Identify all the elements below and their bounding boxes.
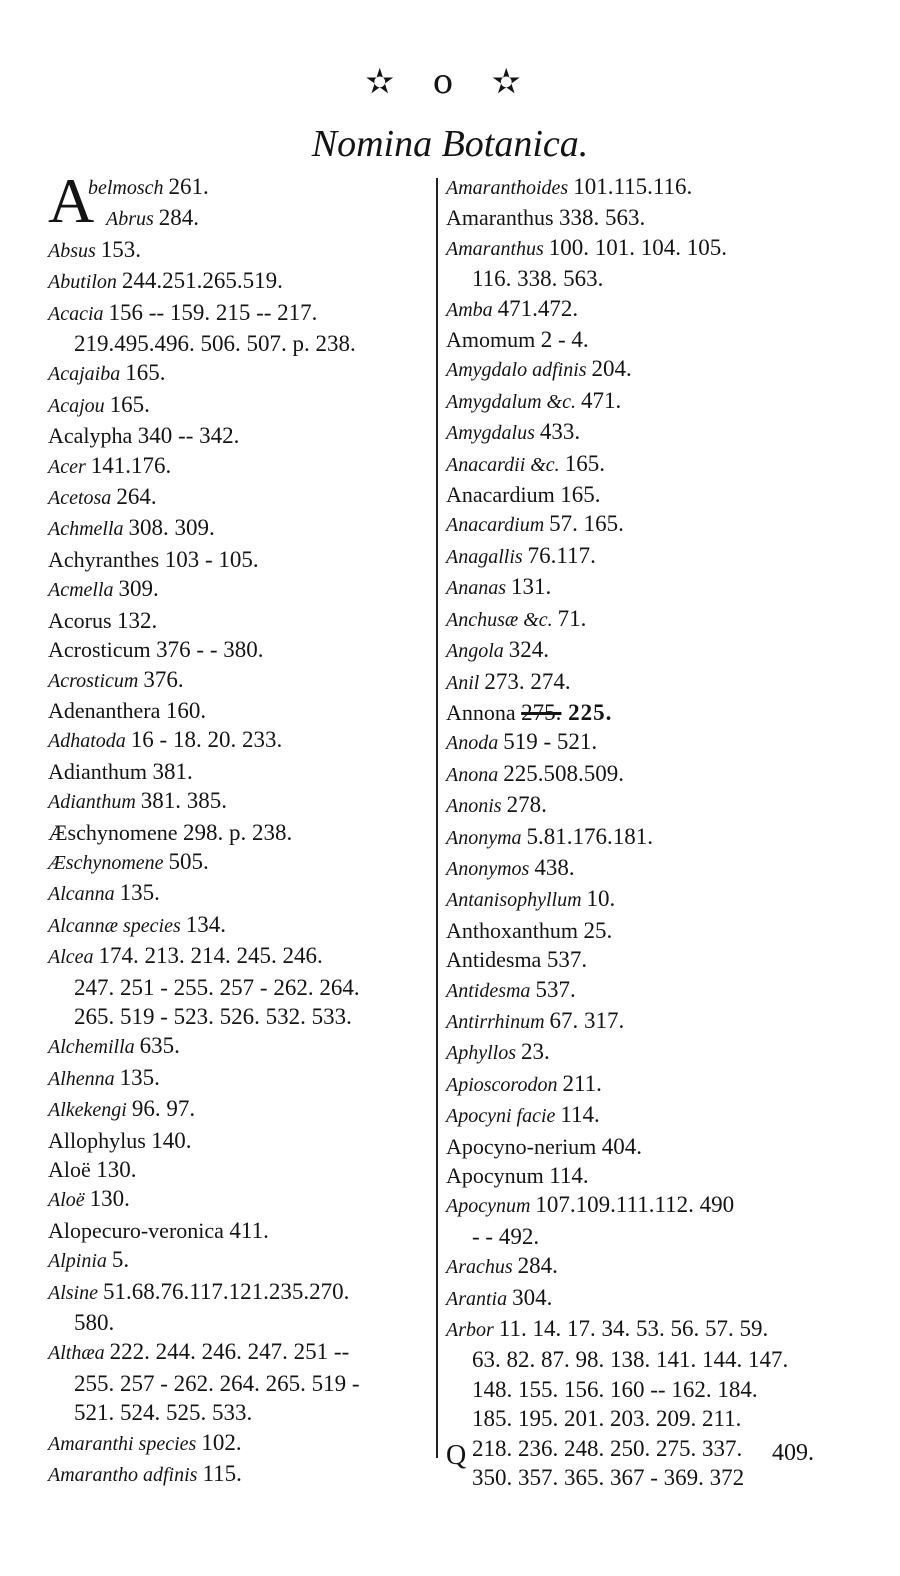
index-entry — [446, 172, 846, 203]
entry-pages: 102. — [201, 1429, 242, 1455]
entry-pages: 165. — [564, 450, 605, 476]
entry-pages: 381. 385. — [140, 788, 228, 814]
index-entry — [446, 945, 846, 974]
entry-name: Aloë — [48, 1189, 90, 1212]
entry-pages: 5. — [111, 1247, 130, 1273]
entry-continuation: 350. 357. 365. 367 - 369. 372 — [472, 1465, 745, 1491]
entry-pages: 141.176. — [90, 452, 172, 478]
entry-name: Anacardium — [446, 514, 550, 537]
entry-name: Adianthum — [48, 758, 153, 784]
entry-pages: 433. — [539, 419, 581, 445]
index-entry — [48, 203, 428, 234]
entry-name: Absus — [48, 239, 101, 262]
index-entry — [48, 910, 428, 941]
index-entry — [48, 847, 428, 878]
index-entry — [446, 1069, 846, 1100]
index-entry — [446, 790, 846, 821]
index-entry — [48, 513, 428, 544]
entry-pages: 165. — [109, 391, 150, 417]
index-entry — [48, 1216, 428, 1245]
entry-pages: 244.251.265.519. — [121, 268, 283, 294]
entry-name: Alcea — [48, 946, 99, 969]
entry-pages: 438. — [534, 854, 575, 880]
index-entry — [48, 421, 428, 450]
entry-pages: 211. — [562, 1070, 602, 1096]
entry-name: Althæa — [48, 1342, 110, 1365]
index-entry — [48, 941, 428, 972]
entry-pages: 100. 101. 104. 105. — [548, 234, 728, 260]
entry-name: Abutilon — [48, 271, 122, 294]
entry-name: Anagallis — [446, 545, 528, 568]
entry-pages: 2 - 4. — [540, 327, 589, 353]
entry-name: Antirrhinum — [446, 1010, 550, 1033]
entry-name: belmosch — [88, 177, 169, 199]
entry-pages: 275. — [521, 699, 562, 725]
entry-pages: 96. 97. — [131, 1096, 196, 1122]
index-entry — [446, 635, 846, 666]
entry-name: Anacardii &c. — [446, 453, 565, 476]
index-entry — [446, 1037, 846, 1068]
entry-name: Alsine — [48, 1281, 103, 1304]
index-entry — [48, 1184, 428, 1215]
entry-pages: 471.472. — [497, 295, 579, 321]
index-entry — [446, 1132, 846, 1161]
entry-pages: 278. — [506, 792, 547, 818]
entry-name: Anonymos — [446, 857, 535, 880]
entry-name: Anacardium — [446, 482, 561, 508]
entry-name: Acajou — [48, 394, 110, 417]
entry-name: Æschynomene — [48, 851, 169, 874]
index-entry — [446, 1006, 846, 1037]
entry-continuation: - - 492. — [472, 1223, 540, 1249]
entry-name: Alchemilla — [48, 1036, 140, 1059]
index-entry — [446, 884, 846, 915]
entry-name: Amygdalus — [446, 422, 540, 445]
entry-pages: 174. 213. 214. 245. 246. — [98, 943, 323, 969]
entry-pages: 376. — [143, 666, 184, 692]
index-entry — [446, 233, 846, 264]
index-entry — [446, 727, 846, 758]
entry-name: Alopecuro-veronica — [48, 1217, 230, 1243]
index-entry — [446, 480, 846, 509]
entry-name: Alhenna — [48, 1067, 120, 1090]
index-entry — [48, 1155, 428, 1184]
entry-pages: 5.81.176.181. — [526, 823, 654, 849]
index-entry — [446, 1190, 846, 1221]
entry-pages: 132. — [117, 607, 158, 633]
index-entry — [446, 667, 846, 698]
entry-name: Amba — [446, 298, 498, 321]
entry-name: Achyranthes — [48, 546, 165, 572]
entry-name: Adianthum — [48, 791, 141, 814]
entry-name: Alpinia — [48, 1250, 112, 1273]
entry-name: Allophylus — [48, 1127, 152, 1153]
entry-continuation: 265. 519 - 523. 526. 532. 533. — [74, 1003, 352, 1029]
entry-name: Annona — [446, 699, 522, 725]
entry-name: Æschynomene — [48, 819, 184, 845]
entry-pages: 130. — [96, 1157, 137, 1182]
entry-pages: 134. — [185, 911, 226, 937]
entry-name: Anoda — [446, 732, 504, 755]
entry-name: Anonis — [446, 795, 507, 818]
index-entry — [446, 1283, 846, 1314]
index-entry — [446, 509, 846, 540]
index-entry — [446, 1251, 846, 1282]
entry-name: Amaranthoides — [446, 177, 574, 199]
index-entry — [446, 294, 846, 325]
index-entry — [48, 1337, 428, 1368]
index-entry — [48, 390, 428, 421]
entry-name: Alkekengi — [48, 1099, 132, 1122]
entry-pages: 505. — [168, 848, 209, 874]
entry-name: Amomum — [446, 327, 541, 353]
entry-continuation: 219.495.496. 506. 507. p. 238. — [74, 331, 356, 357]
index-entry — [446, 822, 846, 853]
entry-pages: 107.109.111.112. 490 — [535, 1192, 735, 1218]
entry-pages: 115. — [202, 1461, 242, 1487]
index-entry — [48, 1063, 428, 1094]
entry-name: Apocyni facie — [446, 1105, 561, 1128]
entry-pages: 264. — [116, 484, 157, 510]
entry-pages: 298. p. 238. — [183, 819, 293, 845]
entry-name: Amarantho adfinis — [48, 1464, 203, 1487]
entry-name: Acrosticum — [48, 669, 144, 692]
entry-pages: 57. 165. — [549, 511, 624, 537]
entry-name: Acacia — [48, 302, 109, 325]
entry-name: Anthoxanthum — [446, 917, 584, 943]
index-entry — [48, 451, 428, 482]
entry-pages: 103 - 105. — [164, 546, 259, 572]
entry-name: Aphyllos — [446, 1042, 521, 1065]
entry-pages: 471. — [580, 387, 622, 413]
entry-pages: 204. — [591, 356, 632, 382]
entry-pages: 11. 14. 17. 34. 53. 56. 57. 59. — [498, 1316, 769, 1342]
entry-name: Apocynum — [446, 1195, 536, 1218]
entry-pages: 114. — [560, 1102, 600, 1128]
entry-pages: 10. — [586, 886, 616, 912]
index-entry — [48, 818, 428, 847]
index-entry — [446, 354, 846, 385]
entry-pages: 153. — [100, 236, 142, 262]
entry-name: Antanisophyllum — [446, 889, 587, 912]
drop-capital: A — [48, 165, 95, 236]
entry-pages: 309. — [118, 576, 159, 602]
entry-pages: 67. 317. — [549, 1007, 625, 1033]
index-entry — [48, 298, 428, 329]
entry-name: Arantia — [446, 1287, 513, 1310]
entry-continuation: 255. 257 - 262. 264. 265. 519 - — [74, 1370, 360, 1396]
entry-name: Acalypha — [48, 423, 138, 449]
index-entry — [446, 417, 846, 448]
entry-name: Anchusæ &c. — [446, 608, 558, 631]
index-entry — [446, 386, 846, 417]
entry-pages: 635. — [139, 1033, 180, 1059]
entry-pages: 165. — [560, 482, 601, 508]
index-entry — [48, 878, 428, 909]
index-entry — [48, 725, 428, 756]
index-entry — [48, 1277, 428, 1308]
entry-name: Anona — [446, 763, 504, 786]
index-entry — [48, 1031, 428, 1062]
entry-pages: 308. 309. — [128, 515, 215, 541]
index-entry — [446, 698, 846, 727]
index-entry — [446, 1314, 846, 1345]
entry-pages: 381. — [152, 758, 193, 784]
entry-pages: 135. — [119, 1064, 160, 1090]
entry-name: Amaranthus — [446, 237, 549, 260]
entry-pages: 537. — [535, 976, 576, 1002]
entry-pages: 114. — [549, 1163, 589, 1188]
entry-pages: 284. — [517, 1253, 558, 1279]
entry-pages: 156 -- 159. 215 -- 217. — [108, 299, 318, 325]
entry-name: Apioscorodon — [446, 1073, 563, 1096]
entry-pages: 273. 274. — [484, 668, 571, 694]
index-entry — [446, 541, 846, 572]
index-entry — [446, 853, 846, 884]
column-divider — [436, 178, 438, 1458]
entry-name: Acajaiba — [48, 363, 126, 386]
entry-continuation: 247. 251 - 255. 257 - 262. 264. — [74, 974, 360, 1000]
entry-pages: 131. — [511, 574, 552, 600]
entry-continuation: 185. 195. 201. 203. 209. 211. — [472, 1406, 742, 1432]
entry-name: Angola — [446, 640, 509, 663]
index-entry — [446, 203, 846, 232]
entry-pages: 165. — [125, 360, 166, 386]
index-entry — [48, 482, 428, 513]
entry-name: Amaranthi species — [48, 1432, 202, 1455]
entry-name: Abrus — [106, 208, 159, 231]
index-entry — [48, 1428, 428, 1459]
entry-name: Antidesma — [446, 947, 547, 973]
index-entry — [446, 759, 846, 790]
index-entry — [446, 975, 846, 1006]
handwritten-correction: 225. — [561, 699, 613, 725]
page-title: Nomina Botanica. — [311, 123, 589, 165]
entry-name: Apocynum — [446, 1163, 550, 1188]
entry-name: Anonyma — [446, 826, 527, 849]
left-column — [48, 165, 428, 1490]
entry-continuation: 521. 524. 525. 533. — [74, 1400, 253, 1426]
entry-pages: 537. — [546, 947, 588, 973]
entry-pages: 411. — [229, 1217, 269, 1243]
signature-mark: Q — [446, 1440, 467, 1471]
entry-continuation: 580. — [74, 1310, 115, 1336]
index-entry — [446, 572, 846, 603]
entry-pages: 140. — [151, 1127, 192, 1153]
header-ornament: ✫ o ✫ — [365, 62, 535, 102]
entry-pages: 404. — [601, 1133, 643, 1159]
right-column — [446, 172, 846, 1492]
entry-name: Achmella — [48, 518, 129, 541]
index-entry — [48, 1126, 428, 1155]
entry-name: Acer — [48, 455, 91, 478]
entry-pages: 101.115.116. — [573, 174, 693, 199]
entry-pages: 51.68.76.117.121.235.270. — [103, 1278, 350, 1304]
index-entry — [48, 696, 428, 725]
entry-name: Ananas — [446, 577, 511, 600]
entry-name: Arbor — [446, 1319, 499, 1342]
entry-pages: 25. — [583, 917, 613, 943]
entry-name: Alcanna — [48, 883, 120, 906]
entry-pages: 340 -- 342. — [137, 423, 240, 449]
entry-name: Adenanthera — [48, 697, 166, 723]
entry-pages: 225.508.509. — [503, 760, 624, 786]
index-entry — [48, 1245, 428, 1276]
entry-name: Apocyno-nerium — [446, 1133, 602, 1159]
index-entry — [446, 1161, 846, 1190]
entry-name: Acrosticum — [48, 637, 157, 663]
entry-pages: 519 - 521. — [503, 729, 598, 755]
index-entry — [48, 235, 428, 266]
entry-name: Acorus — [48, 607, 118, 633]
entry-name: Amygdalo adfinis — [446, 359, 592, 382]
entry-continuation: 116. 338. 563. — [472, 266, 604, 292]
entry-name: Arachus — [446, 1256, 518, 1279]
catchword: 409. — [772, 1440, 814, 1466]
index-entry — [446, 325, 846, 354]
entry-name: Alcannæ species — [48, 914, 186, 937]
entry-name: Amygdalum &c. — [446, 390, 581, 413]
entry-pages: 261. — [168, 174, 209, 199]
index-entry — [446, 1100, 846, 1131]
entry-name: Amaranthus — [446, 205, 560, 231]
index-entry — [48, 665, 428, 696]
index-entry — [48, 606, 428, 635]
index-entry — [48, 786, 428, 817]
index-entry — [48, 1459, 428, 1490]
entry-pages: 76.117. — [527, 542, 596, 568]
entry-pages: 23. — [521, 1039, 550, 1065]
index-entry — [446, 449, 846, 480]
index-entry — [48, 545, 428, 574]
index-entry — [446, 604, 846, 635]
index-entry — [48, 635, 428, 664]
entry-continuation: 218. 236. 248. 250. 275. 337. — [472, 1435, 743, 1461]
entry-pages: 338. 563. — [559, 205, 646, 231]
entry-name: Aloë — [48, 1157, 97, 1182]
entry-name: Acmella — [48, 579, 119, 602]
entry-pages: 284. — [158, 205, 200, 231]
entry-continuation: 63. 82. 87. 98. 138. 141. 144. 147. — [472, 1347, 789, 1373]
entry-pages: 16 - 18. 20. 233. — [130, 727, 283, 753]
entry-pages: 304. — [512, 1284, 553, 1310]
entry-continuation: 148. 155. 156. 160 -- 162. 184. — [472, 1376, 758, 1402]
entry-name: Acetosa — [48, 487, 117, 510]
entry-pages: 324. — [508, 637, 550, 663]
entry-pages: 160. — [165, 697, 207, 723]
index-entry — [48, 1094, 428, 1125]
entry-pages: 376 - - 380. — [156, 637, 264, 663]
entry-pages: 222. 244. 246. 247. 251 -- — [109, 1339, 350, 1365]
index-entry — [446, 916, 846, 945]
entry-name: Adhatoda — [48, 730, 131, 753]
index-entry — [48, 757, 428, 786]
entry-pages: 130. — [89, 1186, 130, 1212]
index-entry — [48, 358, 428, 389]
entry-name: Anil — [446, 671, 485, 694]
entry-pages: 71. — [557, 605, 587, 631]
entry-name: Antidesma — [446, 979, 536, 1002]
entry-pages: 135. — [119, 880, 160, 906]
index-entry — [48, 266, 428, 297]
index-entry — [48, 574, 428, 605]
